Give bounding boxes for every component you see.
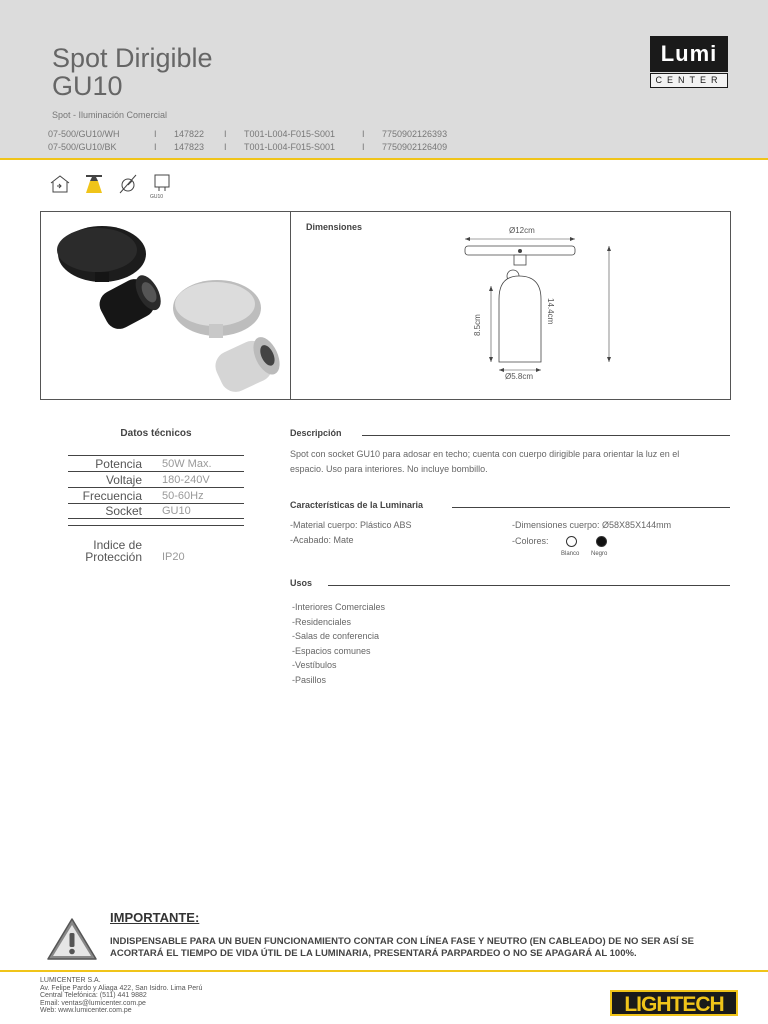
lumicenter-logo bbox=[650, 36, 728, 88]
section-rule bbox=[328, 585, 730, 586]
ip-key-line-1: Indice de bbox=[93, 538, 142, 552]
dimensiones-spec: -Dimensiones cuerpo: Ø58X85X144mm bbox=[512, 520, 672, 530]
list-item: -Residenciales bbox=[292, 616, 352, 627]
color-label-black: Negro bbox=[591, 551, 608, 557]
table-row bbox=[68, 525, 244, 565]
item-number: 147822 bbox=[174, 129, 205, 139]
company-email: Email: ventas@lumicenter.com.pe bbox=[40, 999, 146, 1007]
logo-top: Lumi bbox=[650, 36, 728, 72]
ip-key-line-2: Protección bbox=[85, 550, 142, 564]
logo-bottom: CENTER bbox=[650, 73, 728, 88]
catalog-code: T001-L004-F015-S001 bbox=[244, 129, 336, 139]
spec-key: Voltaje bbox=[105, 472, 142, 487]
spec-value: 50W Max. bbox=[162, 457, 212, 470]
importante-colon: : bbox=[194, 910, 200, 925]
color-label-white: Blanco bbox=[561, 551, 580, 557]
descripcion-text bbox=[290, 447, 730, 477]
acabado-spec: -Acabado: Mate bbox=[290, 535, 354, 545]
importante-text bbox=[110, 936, 730, 960]
spec-value: 180-240V bbox=[162, 473, 210, 486]
spec-value: 50-60Hz bbox=[162, 489, 204, 502]
descripcion-line-1: Spot con socket GU10 para adosar en techo; cuenta con cuerpo dirigible para orientar la luz en el bbox=[290, 449, 680, 459]
company-address: Av. Felipe Pardo y Aliaga 422, San Isidro. Lima Perú bbox=[40, 984, 203, 992]
company-name: LUMICENTER S.A. bbox=[40, 977, 101, 984]
height-total-label: 14.4cm bbox=[546, 298, 555, 325]
footer bbox=[0, 970, 768, 1024]
title-line-1: Spot Dirigible bbox=[52, 43, 213, 73]
header-band bbox=[0, 0, 768, 160]
list-item: -Pasillos bbox=[292, 674, 327, 685]
box-divider bbox=[290, 212, 291, 399]
list-item: -Interiores Comerciales bbox=[292, 602, 386, 612]
datos-tecnicos-table bbox=[68, 455, 244, 565]
datos-tecnicos-title: Datos técnicos bbox=[120, 428, 192, 439]
caracteristicas-left bbox=[290, 518, 412, 548]
dimensions-title: Dimensiones bbox=[306, 222, 363, 232]
code-row bbox=[48, 128, 447, 141]
width-bottom-label: Ø5.8cm bbox=[505, 372, 534, 381]
section-rule bbox=[452, 507, 730, 508]
color-swatch-white bbox=[566, 536, 577, 547]
caracteristicas-title: Características de la Luminaria bbox=[290, 500, 424, 510]
table-row bbox=[68, 455, 244, 471]
spec-key: Potencia bbox=[95, 456, 142, 471]
importante-title bbox=[110, 910, 199, 925]
separator: I bbox=[154, 142, 157, 152]
title-line-2: GU10 bbox=[52, 71, 123, 101]
ceiling-light-icon bbox=[82, 172, 106, 196]
importante-title-text: IMPORTANTE bbox=[110, 910, 195, 925]
list-item: -Salas de conferencia bbox=[292, 631, 380, 642]
table-row bbox=[68, 471, 244, 487]
footer-contact bbox=[40, 977, 202, 1015]
ref-code: 07-500/GU10/WH bbox=[48, 129, 120, 139]
product-codes bbox=[48, 128, 447, 154]
ean-code: 7750902126409 bbox=[382, 142, 448, 152]
usos-title: Usos bbox=[290, 578, 313, 588]
product-subtitle: Spot - Iluminación Comercial bbox=[52, 110, 168, 120]
product-photo bbox=[47, 216, 287, 398]
section-rule bbox=[362, 435, 730, 436]
spec-key: Frecuencia bbox=[82, 488, 142, 503]
material-spec: -Material cuerpo: Plástico ABS bbox=[290, 520, 412, 530]
importante-line-1: INDISPENSABLE PARA UN BUEN FUNCIONAMIENTO CONTAR CON LÍNEA FASE Y NEUTRO (EN CABLEADO) DE NO SER ASÍ SE bbox=[110, 936, 694, 947]
item-number: 147823 bbox=[174, 142, 205, 152]
ref-code: 07-500/GU10/BK bbox=[48, 142, 117, 152]
usos-list bbox=[292, 600, 385, 688]
descripcion-title: Descripción bbox=[290, 428, 342, 438]
separator: I bbox=[154, 129, 157, 139]
separator: I bbox=[224, 129, 227, 139]
importante-line-2: ACORTARÁ EL TIEMPO DE VIDA ÚTIL DE LA LUMINARIA, PRESENTARÁ PARPARDEO O NO SE APAGARÁ AL 100%. bbox=[110, 948, 637, 959]
indoor-house-icon bbox=[48, 172, 72, 196]
colores-label: -Colores: bbox=[512, 536, 549, 546]
spec-value: GU10 bbox=[162, 505, 191, 517]
gu10-lamp-icon bbox=[150, 172, 174, 196]
separator: I bbox=[362, 142, 365, 152]
lightech-logo: LIGHTECH bbox=[610, 990, 738, 1016]
width-top-label: Ø12cm bbox=[509, 226, 535, 235]
no-dimmer-icon bbox=[116, 172, 140, 196]
gu10-icon-label: GU10 bbox=[150, 194, 164, 200]
table-row bbox=[68, 487, 244, 503]
spec-key: Socket bbox=[105, 504, 142, 518]
separator: I bbox=[362, 129, 365, 139]
separator: I bbox=[224, 142, 227, 152]
spec-key bbox=[68, 539, 148, 563]
list-item: -Espacios comunes bbox=[292, 645, 371, 656]
catalog-code: T001-L004-F015-S001 bbox=[244, 142, 336, 152]
list-item: -Vestíbulos bbox=[292, 660, 337, 671]
color-swatch-black bbox=[596, 536, 607, 547]
warning-icon bbox=[46, 916, 98, 962]
product-image-box bbox=[40, 211, 731, 400]
dimension-drawing bbox=[461, 224, 621, 394]
spec-value: IP20 bbox=[162, 551, 185, 563]
product-title bbox=[52, 44, 213, 100]
height-body-label: 8.5cm bbox=[473, 314, 482, 336]
ean-code: 7750902126393 bbox=[382, 129, 448, 139]
descripcion-line-2: espacio. Uso para interiores. No incluye bombillo. bbox=[290, 464, 488, 474]
company-web: Web: www.lumicenter.com.pe bbox=[40, 1007, 132, 1014]
table-row bbox=[68, 503, 244, 519]
code-row bbox=[48, 141, 447, 154]
company-phone: Central Telefónica: (511) 441 9882 bbox=[40, 992, 147, 999]
